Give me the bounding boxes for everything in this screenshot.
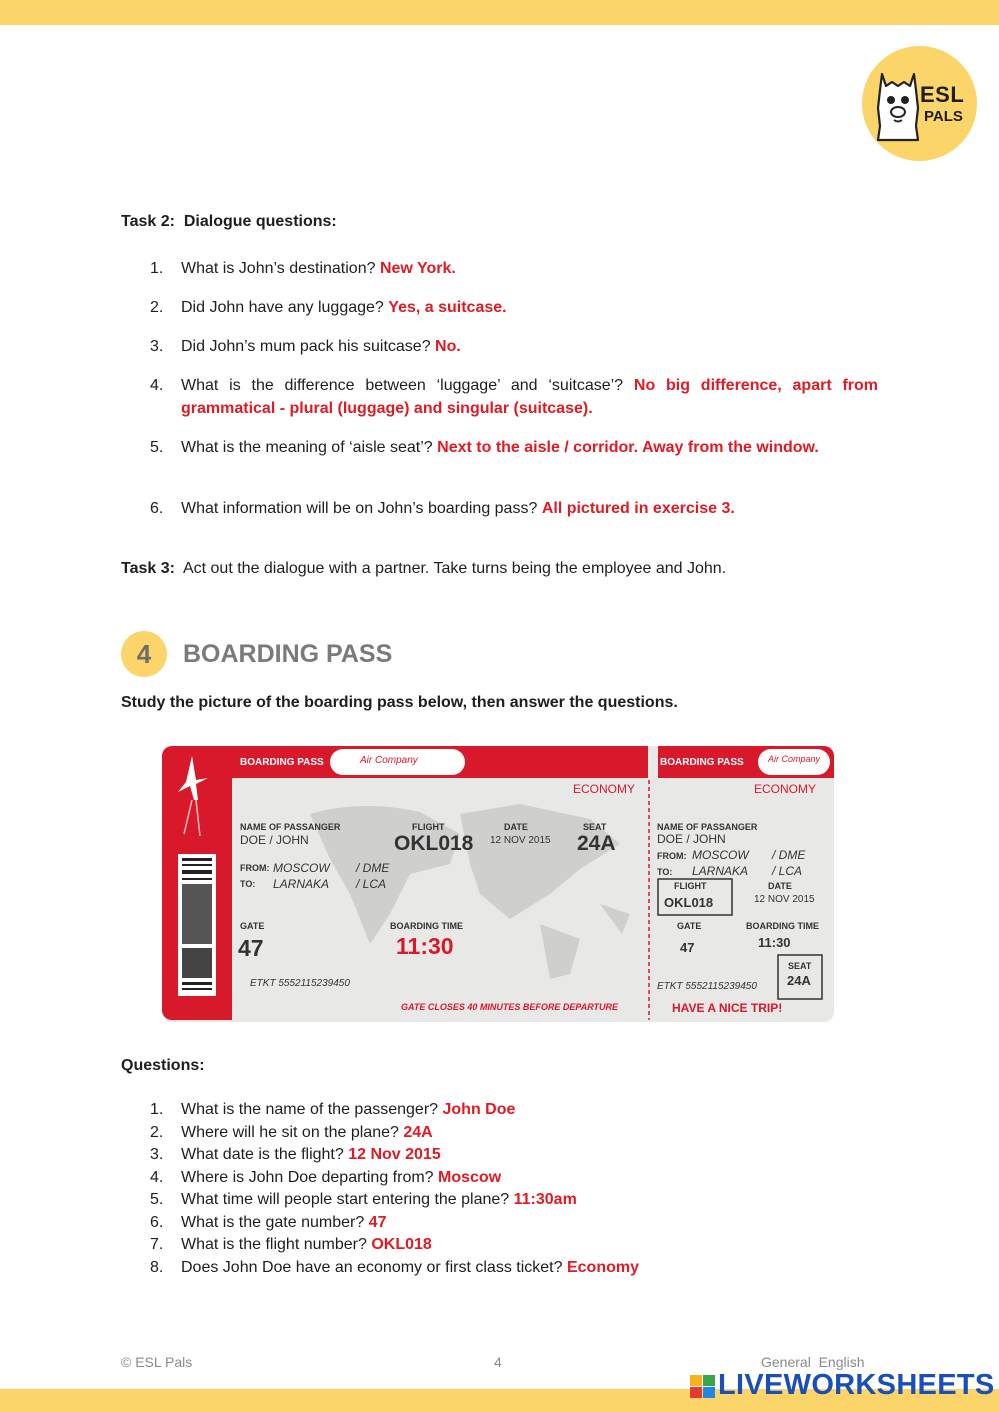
list-item <box>150 1234 878 1256</box>
flight-date: 12 NOV 2015 <box>490 835 551 846</box>
item-number: 5. <box>150 439 164 456</box>
stub-from-city: MOSCOW <box>692 848 749 862</box>
stub-gate-label: GATE <box>677 921 702 931</box>
question-text: What is John’s destination? <box>181 260 376 277</box>
etkt-number: ETKT 5552115239450 <box>250 978 350 989</box>
stub-seat-number: 24A <box>787 973 811 988</box>
answer-text: Economy <box>566 1259 639 1276</box>
llama-icon <box>872 68 924 142</box>
item-number: 1. <box>150 260 164 277</box>
stub-airline: Air Company <box>768 754 821 764</box>
pass-airline: Air Company <box>360 755 418 766</box>
list-item <box>150 1099 878 1121</box>
answer-text: 12 Nov 2015 <box>348 1146 441 1163</box>
answer-text: All pictured in exercise 3. <box>541 500 735 517</box>
footer-copyright: © ESL Pals <box>121 1354 193 1370</box>
question-text: Did John’s mum pack his suitcase? <box>181 338 431 355</box>
list-item <box>150 296 878 319</box>
list-item <box>150 1122 878 1144</box>
logo-text-pals: PALS <box>924 108 963 125</box>
logo-text-esl: ESL <box>920 82 965 107</box>
list-item <box>150 436 878 459</box>
seat-label: SEAT <box>583 822 607 832</box>
liveworksheets-text: LIVEWORKSHEETS <box>718 1369 995 1401</box>
answer-text: OKL018 <box>371 1236 432 1253</box>
task3-label: Task 3: <box>121 560 175 577</box>
question-text: What information will be on John’s boarding pass? <box>181 500 538 517</box>
stub-boarding-time: 11:30 <box>758 935 791 950</box>
list-item <box>150 1189 878 1211</box>
answer-text: Moscow <box>438 1169 502 1186</box>
task2-heading <box>121 213 337 231</box>
nice-trip-text: HAVE A NICE TRIP! <box>672 1001 783 1015</box>
list-item <box>150 1167 878 1189</box>
item-number: 1. <box>150 1101 164 1118</box>
question-text: What is the difference between ‘luggage’ and ‘suitcase’? <box>181 377 624 394</box>
flight-label: FLIGHT <box>412 822 445 832</box>
question-text: What is the meaning of ‘aisle seat’? <box>181 439 433 456</box>
answer-text: Yes, a suitcase. <box>388 299 507 316</box>
gate-number: 47 <box>238 935 264 961</box>
answer-text: No big difference, apart from grammatical - plural (luggage) and singular (suitcase). <box>181 377 879 417</box>
item-number: 2. <box>150 299 164 316</box>
task2-title: Dialogue questions: <box>183 213 337 230</box>
pass-header: BOARDING PASS <box>240 757 324 768</box>
top-band <box>0 0 999 25</box>
answer-text: 24A <box>403 1124 433 1141</box>
item-number: 4. <box>150 377 164 394</box>
footer-course: General English <box>761 1354 865 1370</box>
question-text: What time will people start entering the plane? <box>181 1191 510 1208</box>
task2-label: Task 2: <box>121 213 175 230</box>
stub-etkt-number: ETKT 5552115239450 <box>657 981 757 992</box>
section-title: BOARDING PASS <box>183 640 393 668</box>
passenger-name: DOE / JOHN <box>240 833 309 847</box>
item-number: 2. <box>150 1124 164 1141</box>
answer-text: 47 <box>368 1214 387 1231</box>
stub-name-label: NAME OF PASSANGER <box>657 822 758 832</box>
from-label: FROM: <box>240 863 270 873</box>
stub-gate-number: 47 <box>680 940 695 955</box>
to-code: / LCA <box>356 877 387 891</box>
stub-header: BOARDING PASS <box>660 757 744 768</box>
item-number: 3. <box>150 338 164 355</box>
list-item <box>150 257 878 280</box>
esl-pals-logo <box>862 46 977 161</box>
question-text: Where is John Doe departing from? <box>181 1169 434 1186</box>
item-number: 6. <box>150 500 164 517</box>
stub-to-city: LARNAKA <box>692 864 749 878</box>
item-number: 3. <box>150 1146 164 1163</box>
question-text: Where will he sit on the plane? <box>181 1124 399 1141</box>
from-city: MOSCOW <box>273 861 330 875</box>
list-item <box>150 497 878 520</box>
question-text: Does John Doe have an economy or first class ticket? <box>181 1259 563 1276</box>
question-text: What is the name of the passenger? <box>181 1101 439 1118</box>
stub-to-label: TO: <box>657 867 673 877</box>
name-label: NAME OF PASSANGER <box>240 822 341 832</box>
gate-notice: GATE CLOSES 40 MINUTES BEFORE DEPARTURE <box>401 1002 619 1012</box>
answer-text: 11:30am <box>513 1191 577 1208</box>
stub-from-label: FROM: <box>657 851 687 861</box>
task3-line <box>121 560 726 578</box>
item-number: 6. <box>150 1214 164 1231</box>
item-number: 7. <box>150 1236 164 1253</box>
question-text: What date is the flight? <box>181 1146 344 1163</box>
question-text: Did John have any luggage? <box>181 299 384 316</box>
section-instruction: Study the picture of the boarding pass below, then answer the questions. <box>121 694 678 711</box>
liveworksheets-blocks-icon <box>690 1375 716 1399</box>
item-number: 8. <box>150 1259 164 1276</box>
stub-class: ECONOMY <box>754 782 817 796</box>
answer-text: No. <box>435 338 461 355</box>
boarding-label: BOARDING TIME <box>390 921 463 931</box>
question-text: What is the gate number? <box>181 1214 365 1231</box>
list-item <box>150 1212 878 1234</box>
date-label: DATE <box>504 822 528 832</box>
list-item <box>150 1257 878 1279</box>
boarding-pass <box>160 744 842 1030</box>
question-text: What is the flight number? <box>181 1236 367 1253</box>
questions-title: Questions: <box>121 1057 205 1074</box>
from-code: / DME <box>356 861 390 875</box>
stub-boarding-label: BOARDING TIME <box>746 921 819 931</box>
footer-page-number: 4 <box>494 1354 502 1370</box>
stub-from-code: / DME <box>772 848 806 862</box>
to-label: TO: <box>240 879 256 889</box>
gate-label: GATE <box>240 921 265 931</box>
item-number: 4. <box>150 1169 164 1186</box>
answer-text: New York. <box>379 260 456 277</box>
pass-class: ECONOMY <box>573 782 636 796</box>
to-city: LARNAKA <box>273 877 330 891</box>
stub-passenger-name: DOE / JOHN <box>657 832 726 846</box>
list-item <box>150 374 878 420</box>
list-item <box>150 335 878 358</box>
stub-date-label: DATE <box>768 881 792 891</box>
stub-to-code: / LCA <box>772 864 803 878</box>
flight-number: OKL018 <box>394 832 474 855</box>
section-number-badge: 4 <box>121 631 167 677</box>
item-number: 5. <box>150 1191 164 1208</box>
stub-flight-number: OKL018 <box>664 895 714 910</box>
task3-text: Act out the dialogue with a partner. Take turns being the employee and John. <box>182 560 727 577</box>
answer-text: Next to the aisle / corridor. Away from the window. <box>437 439 819 456</box>
boarding-time: 11:30 <box>396 933 454 959</box>
stub-seat-label: SEAT <box>788 961 812 971</box>
list-item <box>150 1144 878 1166</box>
stub-flight-date: 12 NOV 2015 <box>754 894 815 905</box>
stub-flight-label: FLIGHT <box>674 881 707 891</box>
seat-number: 24A <box>577 832 616 855</box>
answer-text: John Doe <box>442 1101 516 1118</box>
